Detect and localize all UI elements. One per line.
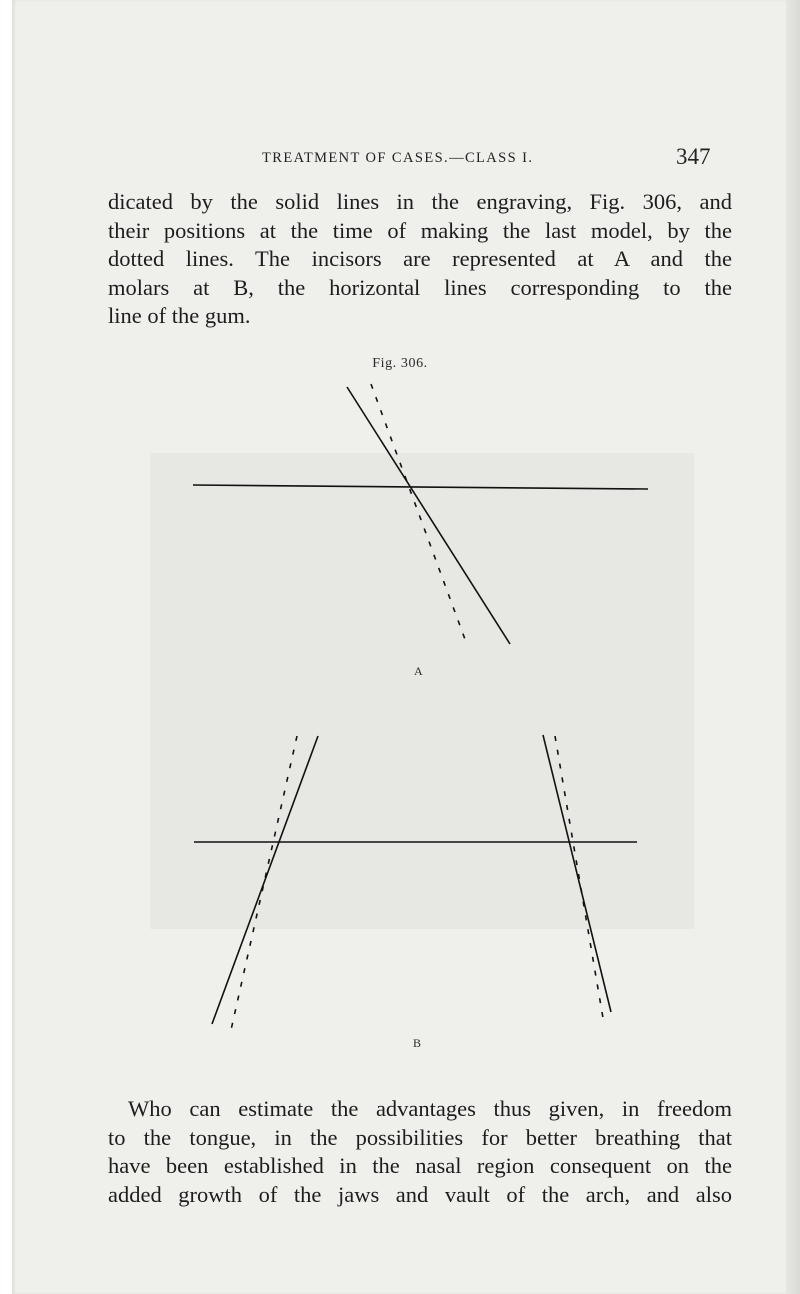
right-molar-dotted-line <box>555 736 603 1018</box>
text-line: added growth of the jaws and vault of the arch, and also <box>108 1181 732 1207</box>
text-line: to the tongue, in the possibilities for better breathing that <box>108 1124 732 1150</box>
running-title: TREATMENT OF CASES.—CLASS I. <box>262 150 534 166</box>
text-line: dicated by the solid lines in the engraving, Fig. 306, and <box>108 189 732 214</box>
gum-line-a <box>193 485 648 489</box>
page-number: 347 <box>676 144 711 169</box>
incisor-solid-line <box>347 387 510 644</box>
left-molar-solid-line <box>212 736 318 1024</box>
text-line: dotted lines. The incisors are represented at A and the <box>108 246 732 272</box>
text-line: Who can estimate the advantages thus given, in freedom <box>128 1096 732 1121</box>
right-molar-solid-line <box>543 735 611 1012</box>
label-b: B <box>413 1036 422 1050</box>
text-line: have been established in the nasal region consequent on the <box>108 1153 732 1179</box>
bottom-paragraph <box>108 1095 732 1209</box>
text-line: molars at B, the horizontal lines corresponding to the <box>108 274 732 300</box>
incisor-dotted-line <box>371 384 466 642</box>
label-a: A <box>414 664 423 678</box>
text-line: line of the gum. <box>108 303 251 329</box>
figure-caption: Fig. 306. <box>372 356 428 371</box>
text-line: their positions at the time of making the last model, by the <box>108 217 732 243</box>
